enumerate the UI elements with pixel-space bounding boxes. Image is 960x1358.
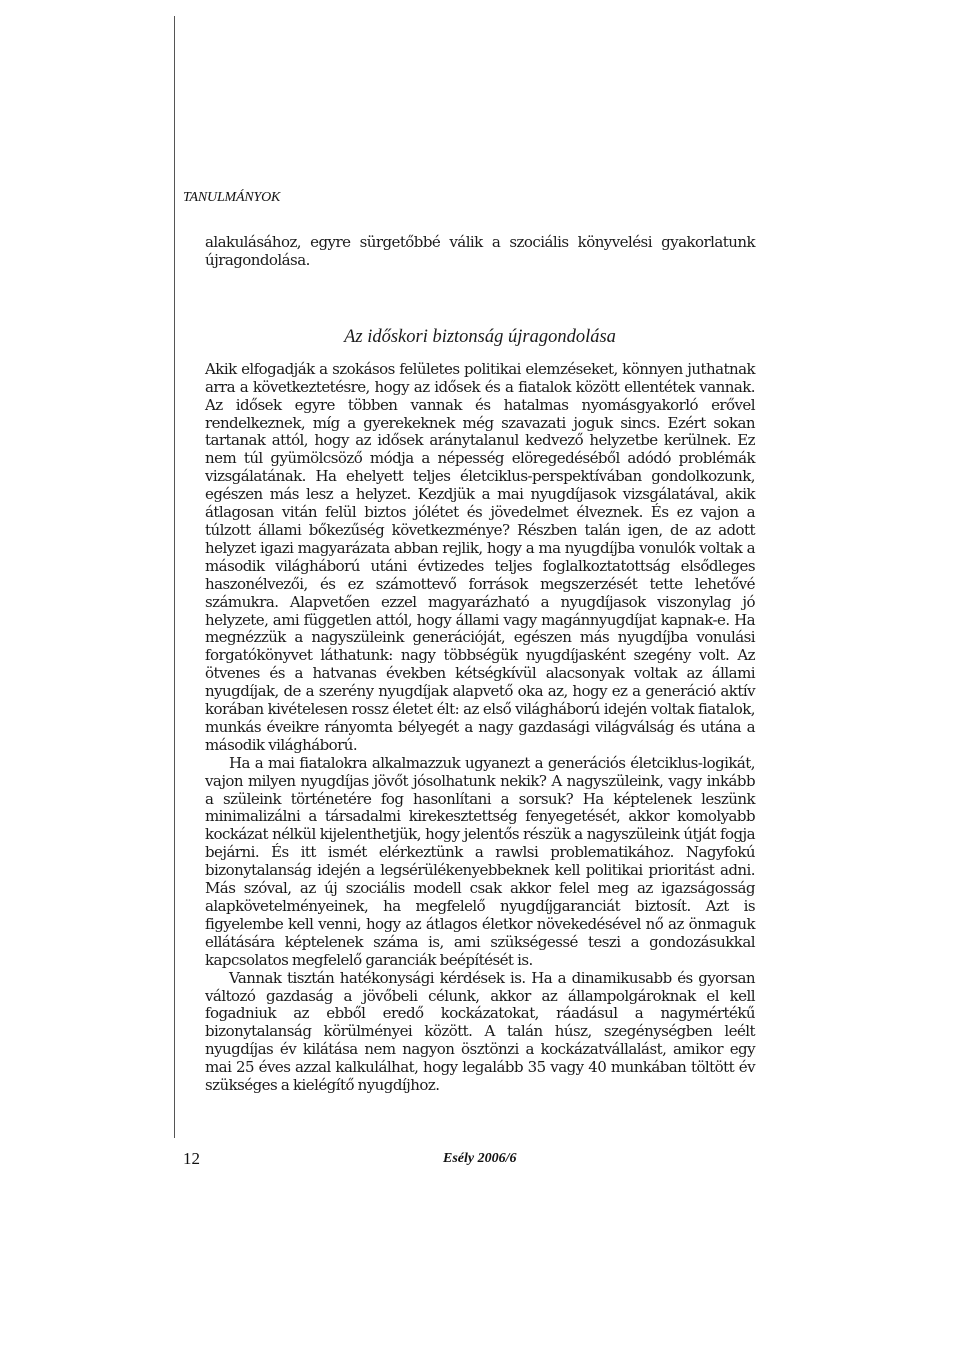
running-head: TANULMÁNYOK [183,190,281,205]
section-title: Az időskori biztonság újragondolása [344,326,616,347]
margin-rule [174,16,175,1138]
journal-footer: Esély 2006/6 [443,1151,517,1166]
intro-paragraph: alakulásához, egyre sürgetőbbé válik a szociális könyvelési gyakorlatunk újragondolása. [205,233,755,269]
body-paragraph-3: Vannak tisztán hatékonysági kérdések is. Ha a dinamikusabb és gyorsan változó gazdaság a jövőbeli célunk, akkor az állampolgároknak el kell fogadniuk az ebből eredő kockázatokat, ráadásul a nagymértékű bizonytalanság körülményei között. A talán húsz, szegénységben leélt nyugdíjas év kilátása nem nagyon ösztönzi a kockázatvállalást, amikor egy mai 25 éves azzal kalkulálhat, hogy legalább 35 vagy 40 munkában töltött év szükséges a kielégítő nyugdíjhoz. [205,968,755,1095]
body-paragraph-2: Ha a mai fiatalokra alkalmazzuk ugyanezt a generációs életciklus-logikát, vajon milyen nyugdíjas jövőt jósolhatunk nekik? A nagyszüleink, vagy inkább a szüleink történetére fog hasonlítani a sorsuk? Ha képtelenek leszünk minimalizálni a társadalmi kirekesztettség fenyegetését, akkor komolyabb kockázat nélkül kijelenthetjük, hogy jelentős részük a nagyszüleink útját fogja bejárni. És itt ismét elérkeztünk a rawlsi problematikához. Nagyfokú bizonytalanság idején a legsérülékenyebbeknek kell politikai prioritást adni. Más szóval, az új szociális modell csak akkor felel meg az igazságosság alapkövetelményeinek, ha megfelelő nyugdíjgaranciát biztosít. Azt is figyelembe kell venni, hogy az átlagos életkor növekedésével nő az önmaguk ellátására képtelenek száma is, ami szükségessé teszi a gondozásukkal kapcsolatos megfelelő garanciák beépítését is. [205,753,755,969]
body-paragraph-1: Akik elfogadják a szokásos felületes politikai elemzéseket, könnyen juthatnak arra a következtetésre, hogy az idősek és a fiatalok között ellentétek vannak. Az idősek egyre többen vannak és hatalmas nyomásgyakorló erővel rendelkeznek, míg a gyerekeknek még szavazati joguk sincs. Ezért sokan tartanak attól, hogy az idősek aránytalanul kedvező helyzetbe kerülnek. Ez nem túl gyümölcsöző módja a népesség elöregedéséből adódó problémák vizsgálatának. Ha ehelyett teljes életciklus-perspektívában gondolkozunk, egészen más lesz a helyzet. Kezdjük a mai nyugdíjasok vizsgálatával, akik átlagosan vitán felül biztos jólétet és jövedelmet élveznek. És ez vajon a túlzott állami bőkezűség következménye? Részben talán igen, de az adott helyzet igazi magyarázata abban rejlik, hogy a ma nyugdíjba vonulók voltak a második világháború utáni évtizedes teljes foglalkoztatottság elsődleges haszonélvezői, és ez számottevő források megszerzését tette lehetővé számukra. Alapvetően ezzel magyarázható a nyugdíjasok viszonylag jó helyzete, ami független attól, hogy állami vagy magánnyugdíjat kapnak-e. Ha megnézzük a nagyszüleink generációját, egészen más nyugdíjba vonulási forgatókönyvet láthatunk: nagy többségük nyugdíjasként szegény volt. Az ötvenes és a hatvanas években kétségkívül alacsonyak voltak az állami nyugdíjak, de a szerény nyugdíjak alapvető oka az, hogy ez a generáció aktív korában kivételesen rossz életet élt: az első világháború idején voltak fiatalok, munkás éveikre rányomta bélyegét a nagy gazdasági világválság és utána a második világháború. [205,359,755,754]
page-number: 12 [183,1149,200,1168]
article-body [205,234,755,1095]
